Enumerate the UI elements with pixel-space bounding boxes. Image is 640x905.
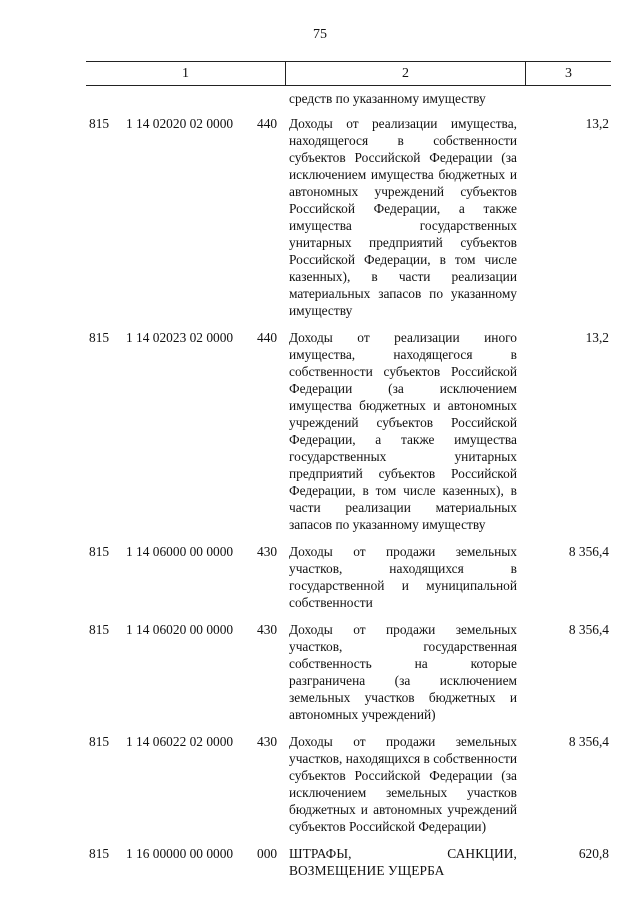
column-header-3: 3	[565, 65, 572, 81]
row-amount: 8 356,4	[568, 544, 609, 559]
admin-code: 815	[89, 846, 110, 861]
row-amount: 620,8	[578, 846, 609, 861]
row-description: Доходы от продажи земельных участков, находящихся в государственной и муниципальной собственности	[289, 544, 517, 610]
admin-code: 815	[89, 544, 110, 559]
table-row	[0, 621, 640, 723]
table-row	[0, 845, 640, 879]
subcode: 440	[257, 330, 278, 345]
budget-code: 1 14 02023 02 0000	[126, 330, 234, 345]
row-description: ШТРАФЫ, САНКЦИИ, ВОЗМЕЩЕНИЕ УЩЕРБА	[289, 846, 517, 878]
row-amount: 13,2	[585, 330, 609, 345]
table-row	[0, 115, 640, 319]
budget-code: 1 14 06020 00 0000	[126, 622, 234, 637]
column-header-2: 2	[286, 62, 526, 85]
admin-code: 815	[89, 734, 110, 749]
row-description: Доходы от реализации имущества, находящегося в собственности субъектов Российской Федерации (за исключением имущества бюджетных и автономных учреждений субъектов Российской Федерации, а также имущества государственных унитарных предприятий субъектов Российской Федерации, в том числе казенных), в части реализации материальных запасов по указанному имуществу	[289, 116, 517, 318]
admin-code: 815	[89, 116, 110, 131]
row-description: Доходы от продажи земельных участков, государственная собственность на которые разграничена (за исключением земельных участков бюджетных и автономных учреждений)	[289, 622, 517, 722]
row-amount: 13,2	[585, 116, 609, 131]
subcode: 440	[257, 116, 278, 131]
row-description: Доходы от продажи земельных участков, находящихся в собственности субъектов Российской Федерации (за исключением земельных участков бюджетных и автономных учреждений субъектов Российской Федерации)	[289, 734, 517, 834]
column-header-1: 1	[86, 62, 286, 85]
row-amount: 8 356,4	[568, 734, 609, 749]
budget-code: 1 16 00000 00 0000	[126, 846, 234, 861]
admin-code: 815	[89, 622, 110, 637]
subcode: 430	[257, 734, 278, 749]
budget-code: 1 14 06000 00 0000	[126, 544, 234, 559]
table-row	[0, 329, 640, 533]
table-body	[0, 115, 640, 879]
continued-description: средств по указанному имуществу	[289, 91, 486, 106]
subcode: 000	[257, 846, 278, 861]
admin-code: 815	[89, 330, 110, 345]
subcode: 430	[257, 622, 278, 637]
budget-code: 1 14 06022 02 0000	[126, 734, 234, 749]
row-description: Доходы от реализации иного имущества, находящегося в собственности субъектов Российской Федерации (за исключением имущества бюджетных и автономных учреждений субъектов Российской Федерации, а также имущества государственных унитарных предприятий субъектов Российской Федерации, в том числе казенных), в части реализации материальных запасов по указанному имуществу	[289, 330, 517, 532]
table-header	[86, 61, 611, 86]
budget-code: 1 14 02020 02 0000	[126, 116, 234, 131]
row-amount: 8 356,4	[568, 622, 609, 637]
table-row	[0, 543, 640, 611]
page-number: 75	[313, 27, 327, 42]
subcode: 430	[257, 544, 278, 559]
table-row	[0, 733, 640, 835]
